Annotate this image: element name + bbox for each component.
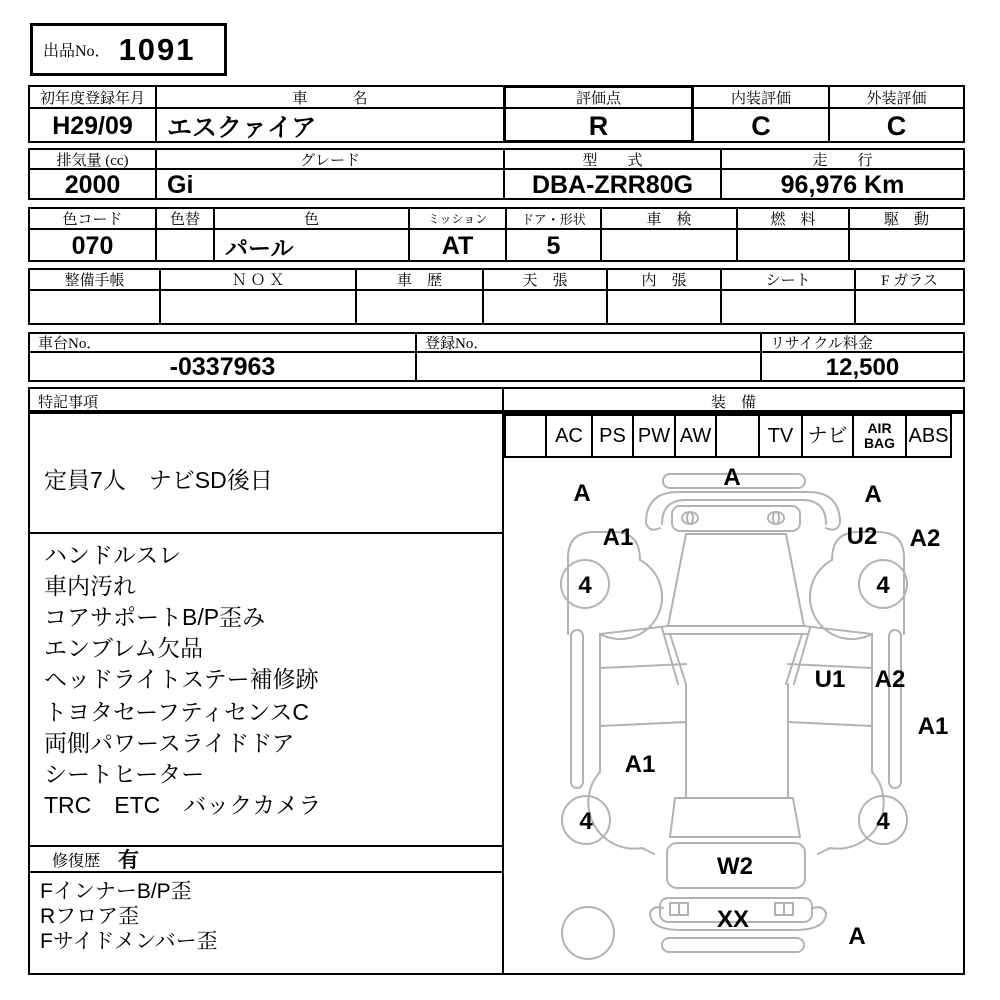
service-book-label: 整備手帳 (30, 270, 159, 291)
equipment-cell-airbag: AIR BAG (852, 414, 907, 458)
cell-service-book (28, 268, 161, 325)
rear-window-shape (670, 798, 800, 837)
fuel-value (738, 230, 848, 262)
grade-trim-label: グレード (157, 150, 503, 170)
spare-tire (562, 907, 614, 959)
cell-mileage (720, 148, 965, 200)
equipment-cell-pw: PW (632, 414, 676, 458)
damage-label-rear-hatch: W2 (717, 853, 753, 880)
color-code-value: 070 (71, 231, 114, 260)
interior-grade-label: 内装評価 (694, 87, 828, 109)
registration-number-label: 登録No． (417, 334, 760, 353)
wiper-left-icon (682, 512, 698, 524)
left-sill-strip (571, 630, 583, 788)
nox-value (161, 291, 355, 325)
cell-registration-number (415, 332, 762, 382)
grade-trim-value: Gi (167, 170, 194, 199)
cell-remarks-header (28, 387, 504, 412)
registration-number-value (417, 353, 760, 382)
front-arch-hook-right (826, 523, 840, 530)
transmission-label: ミッション (410, 209, 505, 230)
front-arch-hook-left (646, 523, 660, 530)
rear-lower-bar (662, 938, 804, 952)
equipment-cell-navi: ナビ (801, 414, 854, 458)
equipment-cell-abs: ABS (905, 414, 952, 458)
feature-line: シートヒーター (44, 761, 205, 787)
damage-label-right-fender-a2: A2 (909, 525, 941, 552)
grade-score-value: R (588, 110, 609, 141)
cell-first-registration (28, 85, 157, 143)
feature-line: 両側パワースライドドア (44, 730, 295, 756)
grade-score-label: 評価点 (505, 87, 692, 109)
issue-line: ヘッドライトステー補修跡 (44, 666, 319, 692)
equipment-cell-aw: AW (674, 414, 717, 458)
feature-line: TRC ETC バックカメラ (44, 792, 322, 818)
cell-drivetrain (848, 207, 965, 262)
cell-front-glass (854, 268, 965, 325)
repair-history-value: 有 (118, 849, 140, 872)
cell-model-code (503, 148, 722, 200)
repair-history-row (30, 845, 502, 873)
cell-displacement (28, 148, 157, 200)
repair-detail-line: FインナーB/P歪 (40, 880, 192, 903)
car-name-label: 車 名 (157, 87, 503, 109)
issue-line: ハンドルスレ (44, 542, 182, 568)
cell-grade-trim (155, 148, 505, 200)
repair-detail-notes (40, 879, 218, 954)
lot-number-box (30, 23, 227, 76)
equipment-cell-blank-2 (715, 414, 760, 458)
band-engine (28, 148, 965, 200)
right-sill-strip (889, 630, 901, 788)
cell-chassis-number (28, 332, 417, 382)
headliner-value (484, 291, 606, 325)
wiper-left-inner (687, 512, 693, 524)
cell-color-change (155, 207, 215, 262)
remarks-panel (28, 412, 504, 975)
cell-fuel (736, 207, 850, 262)
color-value: パール (225, 234, 294, 261)
issue-line: コアサポートB/P歪み (44, 604, 266, 630)
cowl-panel-shape (672, 506, 800, 531)
mileage-label: 走 行 (722, 150, 963, 170)
damage-label-right-fender-u2: U2 (846, 523, 878, 550)
equipment-cell-blank-1 (504, 414, 547, 458)
section-divider (30, 532, 502, 534)
exterior-grade-value: C (886, 110, 907, 141)
lot-number-value: 1091 (118, 31, 196, 67)
equipment-cell-ac: AC (545, 414, 593, 458)
roof-sides (686, 684, 788, 798)
equipment-cell-ps: PS (591, 414, 634, 458)
damage-label-rear-right: A (848, 923, 866, 950)
band-registration (28, 85, 965, 143)
wiper-right-icon (768, 512, 784, 524)
cell-transmission (408, 207, 507, 262)
damage-label-front-right: A (864, 481, 882, 508)
model-code-label: 型 式 (505, 150, 720, 170)
repair-history-label: 修復歴 (52, 852, 101, 870)
model-code-value: DBA-ZRR80G (531, 170, 694, 199)
history-label: 車 歴 (357, 270, 482, 291)
fuel-label: 燃 料 (738, 209, 848, 230)
cell-color (213, 207, 410, 262)
issue-line: エンブレム欠品 (44, 635, 204, 661)
first-registration-label: 初年度登録年月 (30, 87, 155, 109)
cell-seats (720, 268, 856, 325)
band-remarks-header (28, 387, 965, 412)
cell-door-trim (606, 268, 722, 325)
color-change-label: 色替 (157, 209, 213, 230)
feature-notes (44, 697, 321, 821)
damage-label-left-door: A1 (624, 751, 656, 778)
transmission-value: AT (441, 231, 474, 260)
feature-line: トヨタセーフティセンスC (44, 699, 310, 725)
cell-exterior-grade (828, 85, 965, 143)
color-change-value (157, 230, 213, 262)
equipment-diagram-panel (502, 412, 965, 975)
first-registration-value: H29/09 (52, 111, 133, 140)
cell-color-code (28, 207, 157, 262)
damage-label-rear-right-wheel: 4 (876, 808, 890, 835)
front-glass-value (856, 291, 963, 325)
chassis-number-value: -0337963 (169, 353, 276, 381)
mileage-value: 96,976 Km (780, 170, 905, 199)
cell-headliner (482, 268, 608, 325)
equipment-header-label: 装 備 (710, 395, 756, 411)
door-trim-value (608, 291, 720, 325)
issue-line: 車内汚れ (44, 573, 136, 599)
remarks-header-label: 特記事項 (38, 395, 99, 411)
door-trim-label: 内 張 (608, 270, 720, 291)
capacity-note: 定員7人 ナビSD後日 (44, 467, 273, 493)
damage-label-front-left-wheel: 4 (578, 572, 592, 599)
inspection-value (602, 230, 736, 262)
car-name-value: エスクァイア (167, 114, 317, 142)
history-value (357, 291, 482, 325)
band-condition (28, 268, 965, 325)
damage-label-right-side: A1 (917, 713, 949, 740)
exterior-grade-label: 外装評価 (830, 87, 963, 109)
issue-notes (44, 540, 319, 695)
color-code-label: 色コード (30, 209, 155, 230)
cell-history (355, 268, 484, 325)
drivetrain-label: 駆 動 (850, 209, 963, 230)
drivetrain-value (850, 230, 963, 262)
damage-label-right-door-u1: U1 (814, 666, 846, 693)
repair-detail-line: Fサイドメンバー歪 (40, 930, 218, 953)
front-glass-label: F ガラス (856, 270, 963, 291)
recycle-fee-value: 12,500 (825, 353, 900, 381)
damage-label-front-center: A (723, 464, 741, 491)
service-book-value (30, 291, 159, 325)
seats-value (722, 291, 854, 325)
displacement-value: 2000 (64, 170, 121, 199)
band-chassis (28, 332, 965, 382)
a-pillars (662, 628, 810, 684)
damage-label-right-door-a2: A2 (874, 666, 906, 693)
cell-recycle-fee (760, 332, 965, 382)
cell-car-name (155, 85, 505, 143)
chassis-number-label: 車台No． (30, 334, 415, 353)
doors-label: ドア・形状 (507, 209, 600, 230)
cell-grade-score (503, 85, 694, 143)
interior-grade-value: C (751, 110, 771, 141)
cell-inspection (600, 207, 738, 262)
seats-label: シート (722, 270, 854, 291)
headliner-label: 天 張 (484, 270, 606, 291)
recycle-fee-label: リサイクル料金 (762, 334, 963, 353)
cell-equipment-header (502, 387, 965, 412)
damage-label-front-right-wheel: 4 (876, 572, 890, 599)
cell-doors (505, 207, 602, 262)
displacement-label: 排気量 (cc) (30, 150, 155, 170)
rear-arch-hook-left (650, 907, 663, 913)
car-damage-diagram (504, 458, 963, 973)
band-color (28, 207, 965, 262)
damage-label-left-fender: A1 (602, 524, 634, 551)
doors-value: 5 (546, 231, 561, 260)
cell-interior-grade (692, 85, 830, 143)
wiper-right-inner (773, 512, 779, 524)
inspection-label: 車 検 (602, 209, 736, 230)
damage-label-rear-bumper: XX (716, 906, 750, 933)
nox-label: Ｎ Ｏ Ｘ (161, 270, 355, 291)
damage-label-rear-left-wheel: 4 (579, 808, 593, 835)
equipment-cell-tv: TV (758, 414, 803, 458)
rear-arch-hook-right (813, 907, 826, 913)
windshield-shape (668, 534, 804, 626)
repair-detail-line: Rフロア歪 (40, 905, 140, 928)
lot-number-label: 出品No． (43, 43, 111, 60)
cell-nox (159, 268, 357, 325)
damage-label-front-left: A (573, 480, 591, 507)
color-label: 色 (215, 209, 408, 230)
